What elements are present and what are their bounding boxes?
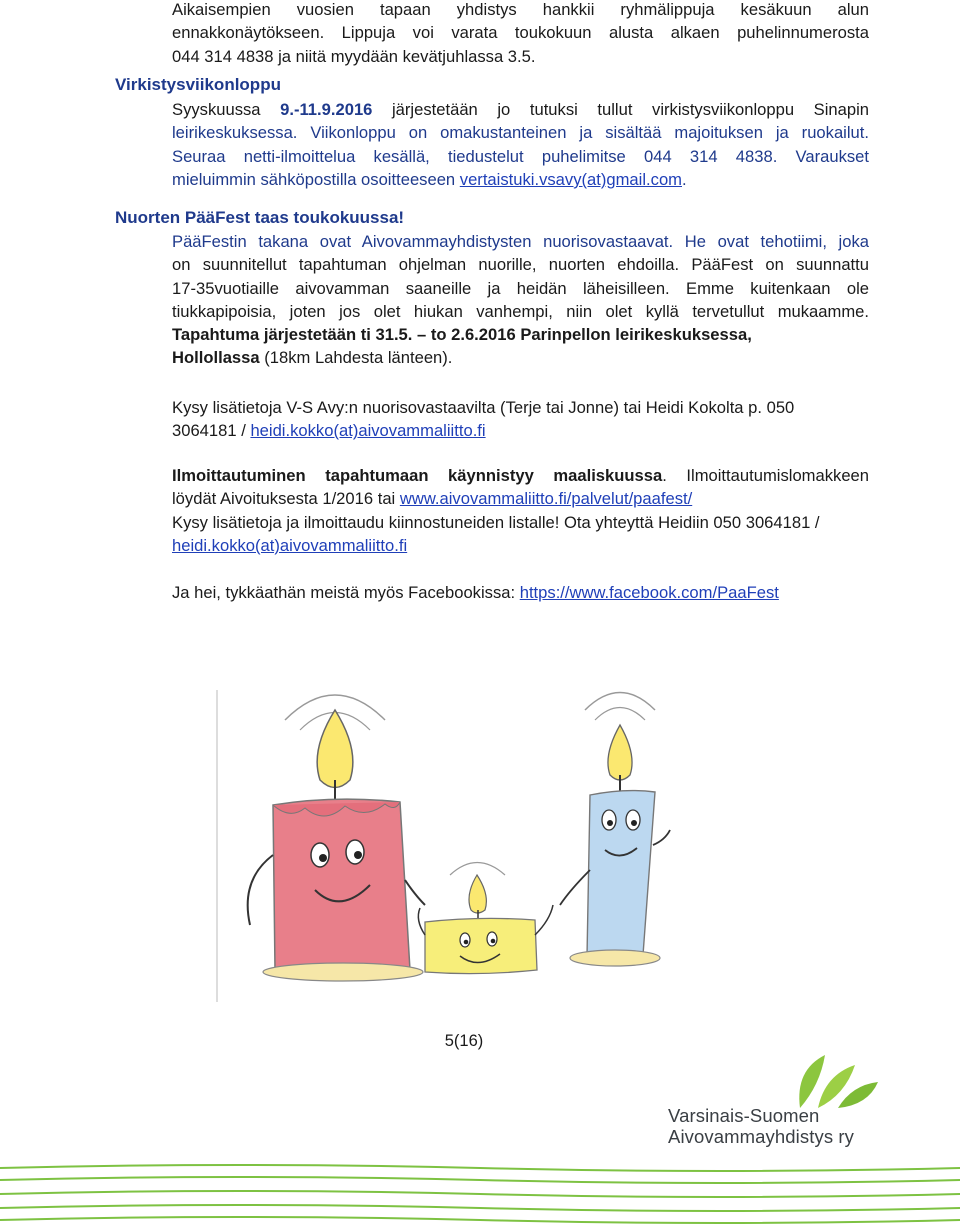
footer-decoration: [0, 1160, 960, 1224]
intro-line-2: ennakkonäytökseen. Lippuja voi varata toukokuun alusta alkaen puhelinnumerosta: [172, 23, 869, 43]
section2-line-1: PääFestin takana ovat Aivovammayhdistysten nuorisovastaavat. He ovat tehotiimi, joka: [172, 232, 869, 251]
info-line-1: Kysy lisätietoja V-S Avy:n nuorisovastaavilta (Terje tai Jonne) tai Heidi Kokolta p. 050: [172, 398, 795, 417]
section-heading-virkistys: Virkistysviikonloppu: [115, 75, 281, 94]
registration-paragraph: [172, 464, 869, 557]
section2-line-5: [172, 323, 869, 346]
section2-line-4: tiukkapipoisia, joten jos olet hiukan vanhempi, niin olet kyllä tervetullut mukaamme.: [172, 301, 869, 321]
text-span: mieluimmin sähköpostilla osoitteeseen: [172, 169, 460, 189]
facebook-line: [172, 581, 869, 604]
logo-line-2: Aivovammayhdistys ry: [668, 1126, 855, 1147]
section1-line-2: leirikeskuksessa. Viikonloppu on omakustanteinen ja sisältää majoituksen ja ruokailut.: [172, 123, 869, 143]
paafest-link[interactable]: www.aivovammaliitto.fi/palvelut/paafest/: [399, 489, 693, 509]
text-span: .: [682, 169, 687, 189]
section1-line-3: Seuraa netti-ilmoittelua kesällä, tiedustelut puhelimitse 044 314 4838. Varaukset: [172, 146, 869, 166]
big-candle: [248, 695, 425, 981]
text-span: Syyskuussa: [172, 100, 281, 119]
small-candle: [418, 863, 553, 974]
registration-bold: Ilmoittautuminen tapahtumaan käynnistyy maaliskuussa: [172, 466, 663, 485]
section-heading-paafest: Nuorten PääFest taas toukokuussa!: [115, 208, 405, 227]
candles-illustration: [215, 680, 685, 1005]
flame-icon: [608, 725, 632, 780]
flame-icon: [317, 710, 353, 788]
text-span: . Ilmoittautumislomakkeen: [662, 466, 870, 485]
section1-line-1: [172, 98, 869, 121]
page-number: 5(16): [444, 1032, 484, 1050]
registration-line-4: [172, 534, 869, 557]
section2-line-6: [172, 346, 869, 369]
section2-line-3: 17-35vuotiaille aivovamman saaneille ja heidän läheisilleen. Emme kuitenkaan ole: [172, 278, 869, 298]
email-link-vertaistuki[interactable]: vertaistuki.vsavy(at)gmail.com: [459, 169, 682, 189]
intro-paragraph: [172, 0, 869, 68]
event-place-bold: Hollollassa: [172, 348, 260, 368]
facebook-link[interactable]: https://www.facebook.com/PaaFest: [519, 583, 779, 602]
candle-body: [587, 791, 655, 959]
event-dates-bold: Tapahtuma järjestetään ti 31.5. – to 2.6.2016 Parinpellon leirikeskuksessa,: [172, 325, 752, 345]
flame-icon: [469, 875, 486, 913]
leaf-logo-icon: [790, 1050, 880, 1110]
text-span: järjestetään jo tutuksi tullut virkistysviikonloppu Sinapin: [372, 100, 869, 119]
registration-line-2: [172, 487, 869, 510]
email-link-heidi[interactable]: heidi.kokko(at)aivovammaliitto.fi: [250, 421, 486, 441]
registration-line-1: [172, 464, 869, 487]
section1-paragraph: [172, 98, 869, 191]
text-span: 3064181 /: [172, 421, 251, 441]
section2-paragraph: [172, 230, 869, 370]
registration-line-3: Kysy lisätietoja ja ilmoittaudu kiinnostuneiden listalle! Ota yhteyttä Heidiin 050 3064181 /: [172, 512, 820, 532]
text-span: (18km Lahdesta länteen).: [259, 348, 453, 368]
date-bold: 9.-11.9.2016: [280, 100, 373, 119]
candle-body: [273, 799, 410, 974]
info-line-2: [172, 419, 869, 442]
section2-line-2: on suunnitellut tapahtuman ohjelman nuorille, nuorten ehdoilla. PääFest on suunnattu: [172, 255, 869, 275]
intro-line-3: 044 314 4838 ja niitä myydään kevätjuhlassa 3.5.: [172, 46, 536, 66]
candle-body: [425, 918, 537, 973]
intro-line-1: Aikaisempien vuosien tapaan yhdistys hankkii ryhmälippuja kesäkuun alun: [172, 0, 869, 19]
thin-candle: [560, 693, 670, 967]
logo-line-1: Varsinais-Suomen: [668, 1105, 820, 1126]
facebook-paragraph: [172, 581, 869, 604]
section1-line-4: [172, 168, 869, 191]
email-link-heidi-2[interactable]: heidi.kokko(at)aivovammaliitto.fi: [172, 535, 408, 555]
text-span: Ja hei, tykkäathän meistä myös Facebookissa:: [172, 583, 520, 602]
info-paragraph: [172, 396, 869, 443]
text-span: löydät Aivoituksesta 1/2016 tai: [172, 489, 400, 509]
